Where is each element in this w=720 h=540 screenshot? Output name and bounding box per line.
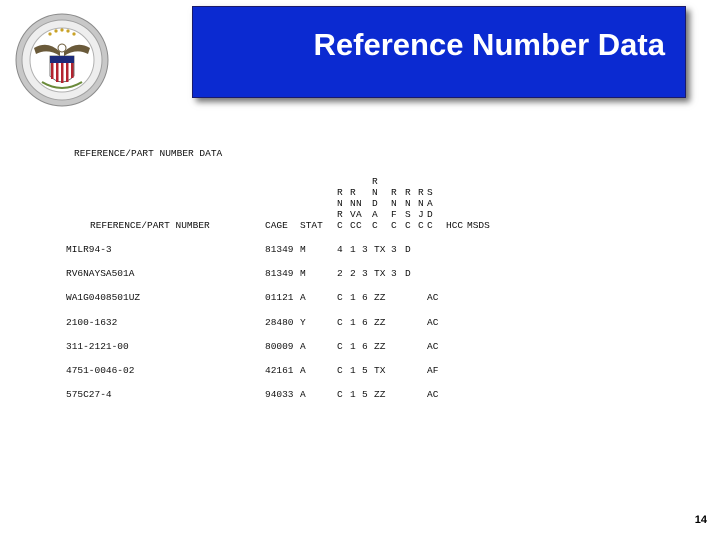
report-heading: REFERENCE/PART NUMBER DATA [74,148,223,159]
row-rncc: C [337,389,343,400]
agency-seal-logo [14,12,110,108]
row-part-number: WA1G0408501UZ [66,292,141,303]
row-rnvc: 1 [350,292,356,303]
header-rnsc-1: N [405,198,411,209]
row-cage: 42161 [265,365,294,376]
row-rncc: C [337,317,343,328]
header-rnjc-2: J [418,209,424,220]
row-rnaac: ZZ [374,292,386,303]
header-sadc-3: C [427,220,433,231]
row-stat: A [300,341,306,352]
row-rnaac: ZZ [374,341,386,352]
header-rnfc-1: N [391,198,397,209]
row-part-number: 311-2121-00 [66,341,129,352]
row-stat: A [300,365,306,376]
row-rncc: C [337,365,343,376]
row-hcc: AC [427,389,439,400]
row-rnaac: ZZ [374,317,386,328]
row-cage: 01121 [265,292,294,303]
header-dac-3: A [372,209,378,220]
header-dac-2: D [372,198,378,209]
row-part-number: 575C27-4 [66,389,112,400]
header-rnvc-0: R [350,187,356,198]
header-sadc-2: D [427,209,433,220]
header-rnvc-3: C [350,220,356,231]
header-dac-0: R [372,176,378,187]
row-dac: 3 [362,268,368,279]
row-cage: 80009 [265,341,294,352]
row-rnfc: 3 [391,268,397,279]
row-part-number: MILR94-3 [66,244,112,255]
row-rnaac: TX [374,268,386,279]
header-ref-part-number: REFERENCE/PART NUMBER [90,220,210,231]
header-rnac-2: C [356,220,362,231]
row-dac: 6 [362,292,368,303]
row-rnvc: 1 [350,341,356,352]
page-number: 14 [694,514,707,526]
row-stat: M [300,244,306,255]
header-stat: STAT [300,220,323,231]
row-part-number: 2100-1632 [66,317,118,328]
row-stat: A [300,389,306,400]
header-rnsc-3: C [405,220,411,231]
page-title: Reference Number Data [313,27,665,62]
header-rnfc-3: C [391,220,397,231]
row-stat: A [300,292,306,303]
row-hcc: AC [427,317,439,328]
row-part-number: 4751-0046-02 [66,365,135,376]
header-hcc: HCC [446,220,464,231]
row-rnvc: 1 [350,389,356,400]
row-rnsc: D [405,268,411,279]
row-rnaac: TX [374,244,386,255]
row-cage: 94033 [265,389,294,400]
header-rnfc-0: R [391,187,397,198]
row-rnvc: 2 [350,268,356,279]
row-rnvc: 1 [350,365,356,376]
row-hcc: AF [427,365,439,376]
header-rnac-1: A [356,209,362,220]
row-stat: Y [300,317,306,328]
row-hcc: AC [427,292,439,303]
row-dac: 6 [362,317,368,328]
header-rncc-0: R [337,187,343,198]
header-dac-4: C [372,220,378,231]
row-dac: 5 [362,389,368,400]
title-banner [192,6,686,98]
row-rnvc: 1 [350,317,356,328]
row-part-number: RV6NAYSA501A [66,268,135,279]
header-cage: CAGE [265,220,288,231]
header-rnfc-2: F [391,209,397,220]
header-rncc-3: C [337,220,343,231]
header-rnjc-0: R [418,187,424,198]
header-rnvc-1: N [350,198,356,209]
row-rnvc: 1 [350,244,356,255]
header-sadc-1: A [427,198,433,209]
row-dac: 6 [362,341,368,352]
row-hcc: AC [427,341,439,352]
row-dac: 5 [362,365,368,376]
row-cage: 81349 [265,268,294,279]
header-rnjc-3: C [418,220,424,231]
row-rnaac: TX [374,365,386,376]
row-rncc: C [337,341,343,352]
header-sadc-0: S [427,187,433,198]
header-rnvc-2: V [350,209,356,220]
row-rncc: C [337,292,343,303]
header-dac-1: N [372,187,378,198]
header-rnac-0: N [356,198,362,209]
header-rnsc-0: R [405,187,411,198]
row-dac: 3 [362,244,368,255]
header-msds: MSDS [467,220,490,231]
row-rnfc: 3 [391,244,397,255]
row-stat: M [300,268,306,279]
header-rncc-2: R [337,209,343,220]
row-cage: 28480 [265,317,294,328]
header-rnsc-2: S [405,209,411,220]
row-rnsc: D [405,244,411,255]
header-rncc-1: N [337,198,343,209]
row-cage: 81349 [265,244,294,255]
row-rnaac: ZZ [374,389,386,400]
row-rncc: 4 [337,244,343,255]
row-rncc: 2 [337,268,343,279]
header-rnjc-1: N [418,198,424,209]
